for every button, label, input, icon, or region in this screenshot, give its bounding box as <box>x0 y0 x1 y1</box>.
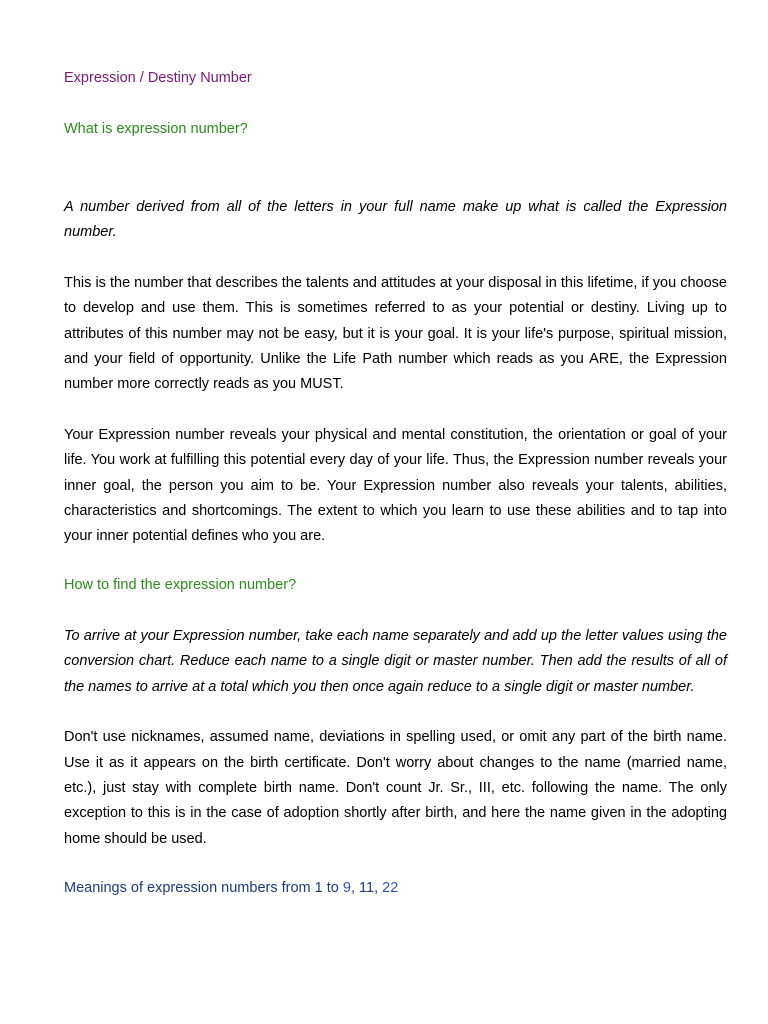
paragraph-talents: This is the number that describes the talents and attitudes at your disposal in this lifetime, if you choose to develop and use them. This is sometimes referred to as your potential or destiny. Living up to attributes of this number may not be easy, but it is your goal. It is your life's purpose, spiritual mission, and your field of opportunity. Unlike the Life Path number which reads as you ARE, the Expression number more correctly reads as you MUST. <box>64 274 727 393</box>
heading-what-is: What is expression number? <box>64 121 248 137</box>
document-page <box>64 68 727 898</box>
document-title: Expression / Destiny Number <box>64 70 252 86</box>
meanings-number-9: 9 <box>342 880 351 897</box>
heading-how-to-find: How to find the expression number? <box>64 576 297 593</box>
meanings-number-11: 11 <box>359 880 375 897</box>
paragraph-constitution: Your Expression number reveals your physical and mental constitution, the orientation or goal of your life. You work at fulfilling this potential every day of your life. Thus, the Expression number reveals your inner goal, the person you aim to be. Your Expression number also reveals your talents, abilities, characteristics and shortcomings. The extent to which you learn to use these abilities and to tap into your inner potential defines who you are. <box>64 426 727 545</box>
intro-italic-paragraph: A number derived from all of the letters in your full name make up what is called the Expression number. <box>64 199 727 241</box>
meanings-separator-1: , <box>350 880 359 897</box>
meanings-heading-text: Meanings of expression numbers from 1 to <box>64 880 343 897</box>
meanings-number-22: 22 <box>382 880 399 897</box>
paragraph-birth-name: Don't use nicknames, assumed name, deviations in spelling used, or omit any part of the birth name. Use it as it appears on the birth certificate. Don't worry about changes to the name (married name, etc.), just stay with complete birth name. Don't count Jr. Sr., III, etc. following the name. The only exception to this is in the case of adoption shortly after birth, and here the name given in the adopting home should be used. <box>64 729 727 847</box>
how-italic-paragraph: To arrive at your Expression number, take each name separately and add up the letter values using the conversion chart. Reduce each name to a single digit or master number. Then add the results of all of the names to arrive at a total which you then once again reduce to a single digit or master number. <box>64 627 727 695</box>
meanings-heading <box>64 878 727 898</box>
meanings-separator-2: , <box>374 880 383 897</box>
